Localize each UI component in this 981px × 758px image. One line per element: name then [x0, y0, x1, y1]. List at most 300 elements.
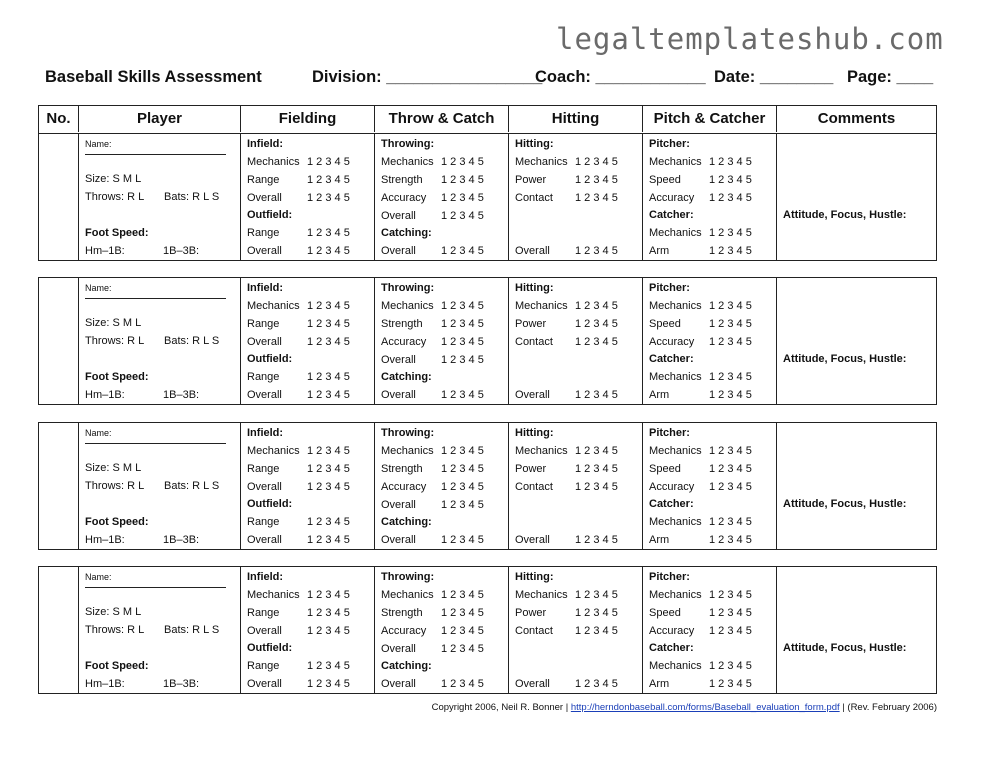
form-link[interactable]: http://herndonbaseball.com/forms/Baseball_evaluation_form.pdf — [570, 702, 840, 713]
pitch-catcher-cell — [643, 423, 777, 549]
rating-label: Overall — [247, 481, 282, 493]
name-line[interactable] — [85, 298, 226, 299]
throws-options[interactable]: Throws: R L — [85, 191, 145, 203]
rating-row — [649, 388, 752, 402]
rating-row — [515, 480, 618, 494]
rating-row — [515, 606, 618, 620]
rating-row — [381, 299, 484, 313]
throws-options[interactable]: Throws: R L — [85, 480, 145, 492]
rating-scale[interactable]: 1 2 3 4 5 — [441, 318, 484, 330]
rating-row — [649, 515, 752, 529]
rating-scale[interactable]: 1 2 3 4 5 — [575, 445, 618, 457]
form-header — [45, 68, 945, 88]
rating-scale[interactable]: 1 2 3 4 5 — [709, 625, 752, 637]
rating-row — [649, 533, 752, 547]
name-label: Name: — [85, 139, 112, 149]
rating-row — [515, 588, 618, 602]
rating-row — [247, 155, 350, 169]
rating-row — [247, 299, 350, 313]
rating-scale[interactable]: 1 2 3 4 5 — [307, 371, 350, 383]
1b-3b-label: 1B–3B: — [163, 678, 200, 690]
rating-label: Overall — [515, 678, 550, 690]
col-header-throw-catch: Throw & Catch — [375, 106, 509, 132]
catching-label: Catching: — [381, 371, 432, 383]
rating-scale[interactable]: 1 2 3 4 5 — [575, 389, 618, 401]
copyright-text: Copyright 2006, Neil R. Bonner | — [431, 702, 571, 713]
rating-scale[interactable]: 1 2 3 4 5 — [709, 445, 752, 457]
rating-scale[interactable]: 1 2 3 4 5 — [575, 192, 618, 204]
rating-row — [649, 335, 752, 349]
rating-row — [381, 173, 484, 187]
outfield-label: Outfield: — [247, 353, 293, 365]
rating-label: Overall — [381, 389, 416, 401]
footer — [432, 702, 937, 713]
rating-label: Overall — [247, 534, 282, 546]
hitting-label: Hitting: — [515, 571, 554, 583]
rating-scale[interactable]: 1 2 3 4 5 — [709, 227, 752, 239]
throws-options[interactable]: Throws: R L — [85, 335, 145, 347]
comments-label: Attitude, Focus, Hustle: — [783, 209, 907, 221]
rating-scale[interactable]: 1 2 3 4 5 — [441, 678, 484, 690]
outfield-label: Outfield: — [247, 498, 293, 510]
rating-label: Overall — [247, 192, 282, 204]
fielding-cell — [241, 423, 375, 549]
rating-row — [381, 642, 484, 656]
throw-catch-cell — [375, 423, 509, 549]
rating-row — [515, 299, 618, 313]
col-header-fielding: Fielding — [241, 106, 375, 132]
rating-row — [247, 533, 350, 547]
rating-scale[interactable]: 1 2 3 4 5 — [307, 445, 350, 457]
rating-label: Accuracy — [649, 625, 695, 637]
foot-speed-label: Foot Speed: — [85, 371, 149, 383]
rating-row — [247, 226, 350, 240]
hitting-cell — [509, 278, 643, 404]
hitting-cell — [509, 423, 643, 549]
throw-catch-cell — [375, 567, 509, 693]
rating-row — [381, 444, 484, 458]
catching-label: Catching: — [381, 516, 432, 528]
rating-scale[interactable]: 1 2 3 4 5 — [307, 156, 350, 168]
rating-label: Strength — [381, 174, 423, 186]
rating-label: Power — [515, 463, 547, 475]
throws-options[interactable]: Throws: R L — [85, 624, 145, 636]
rating-row — [515, 677, 618, 691]
rating-label: Overall — [381, 354, 416, 366]
rating-scale[interactable]: 1 2 3 4 5 — [709, 678, 752, 690]
hitting-label: Hitting: — [515, 427, 554, 439]
rating-label: Mechanics — [515, 156, 568, 168]
rating-row — [381, 353, 484, 367]
rating-label: Overall — [381, 534, 416, 546]
rating-label: Overall — [247, 625, 282, 637]
rating-row — [247, 462, 350, 476]
rating-row — [649, 299, 752, 313]
size-options[interactable]: Size: S M L — [85, 606, 142, 618]
comments-cell[interactable] — [777, 278, 936, 404]
rating-scale[interactable]: 1 2 3 4 5 — [441, 481, 484, 493]
rating-label: Mechanics — [247, 589, 300, 601]
catching-label: Catching: — [381, 227, 432, 239]
rating-row — [247, 388, 350, 402]
rating-scale[interactable]: 1 2 3 4 5 — [441, 643, 484, 655]
rating-label: Contact — [515, 336, 553, 348]
watermark: legaltemplateshub.com — [556, 22, 944, 56]
rating-scale[interactable]: 1 2 3 4 5 — [307, 607, 350, 619]
name-line[interactable] — [85, 154, 226, 155]
rating-scale[interactable]: 1 2 3 4 5 — [307, 516, 350, 528]
rating-scale[interactable]: 1 2 3 4 5 — [441, 445, 484, 457]
rating-row — [515, 624, 618, 638]
rating-scale[interactable]: 1 2 3 4 5 — [441, 156, 484, 168]
rating-scale[interactable]: 1 2 3 4 5 — [575, 589, 618, 601]
rating-row — [649, 659, 752, 673]
division-field[interactable]: Division: _________________ — [312, 68, 543, 86]
rating-scale[interactable]: 1 2 3 4 5 — [307, 389, 350, 401]
rating-label: Power — [515, 318, 547, 330]
rating-label: Overall — [381, 643, 416, 655]
table-header — [38, 105, 937, 133]
rating-label: Overall — [247, 389, 282, 401]
bats-options[interactable]: Bats: R L S — [164, 191, 220, 203]
size-options[interactable]: Size: S M L — [85, 173, 142, 185]
player-block — [38, 422, 937, 550]
rating-row — [515, 462, 618, 476]
throwing-label: Throwing: — [381, 138, 435, 150]
rating-label: Power — [515, 607, 547, 619]
rating-scale[interactable]: 1 2 3 4 5 — [575, 534, 618, 546]
rating-label: Range — [247, 516, 280, 528]
rating-scale[interactable]: 1 2 3 4 5 — [709, 245, 752, 257]
rating-label: Range — [247, 660, 280, 672]
page-field[interactable]: Page: ____ — [847, 68, 934, 86]
form-title: Baseball Skills Assessment — [45, 68, 262, 86]
rating-label: Accuracy — [381, 336, 427, 348]
rating-scale[interactable]: 1 2 3 4 5 — [441, 245, 484, 257]
pitcher-label: Pitcher: — [649, 427, 690, 439]
rating-scale[interactable]: 1 2 3 4 5 — [709, 192, 752, 204]
rating-label: Mechanics — [515, 445, 568, 457]
rating-label: Speed — [649, 318, 681, 330]
rating-row — [515, 444, 618, 458]
rating-label: Overall — [381, 678, 416, 690]
pitcher-label: Pitcher: — [649, 138, 690, 150]
rating-label: Overall — [247, 245, 282, 257]
rating-scale[interactable]: 1 2 3 4 5 — [709, 463, 752, 475]
rating-row — [381, 606, 484, 620]
rating-row — [247, 370, 350, 384]
rating-scale[interactable]: 1 2 3 4 5 — [441, 354, 484, 366]
rating-scale[interactable]: 1 2 3 4 5 — [441, 625, 484, 637]
rating-label: Arm — [649, 678, 670, 690]
comments-cell[interactable] — [777, 423, 936, 549]
rating-label: Mechanics — [649, 300, 702, 312]
rating-scale[interactable]: 1 2 3 4 5 — [709, 318, 752, 330]
player-cell — [79, 278, 241, 404]
rating-row — [247, 444, 350, 458]
rating-label: Mechanics — [649, 445, 702, 457]
rating-scale[interactable]: 1 2 3 4 5 — [307, 245, 350, 257]
rating-label: Overall — [515, 534, 550, 546]
name-line[interactable] — [85, 587, 226, 588]
rating-label: Range — [247, 318, 280, 330]
rating-scale[interactable]: 1 2 3 4 5 — [575, 481, 618, 493]
infield-label: Infield: — [247, 282, 284, 294]
rating-row — [515, 388, 618, 402]
hitting-label: Hitting: — [515, 282, 554, 294]
rating-label: Mechanics — [381, 445, 434, 457]
rating-row — [381, 533, 484, 547]
rating-label: Arm — [649, 389, 670, 401]
rating-scale[interactable]: 1 2 3 4 5 — [307, 463, 350, 475]
rating-label: Mechanics — [247, 300, 300, 312]
rating-row — [381, 588, 484, 602]
rating-row — [247, 624, 350, 638]
bats-options[interactable]: Bats: R L S — [164, 335, 220, 347]
rating-label: Contact — [515, 481, 553, 493]
rating-scale[interactable]: 1 2 3 4 5 — [575, 463, 618, 475]
rating-label: Arm — [649, 534, 670, 546]
comments-label: Attitude, Focus, Hustle: — [783, 642, 907, 654]
size-options[interactable]: Size: S M L — [85, 462, 142, 474]
infield-label: Infield: — [247, 571, 284, 583]
rating-label: Speed — [649, 174, 681, 186]
rating-scale[interactable]: 1 2 3 4 5 — [441, 192, 484, 204]
rating-scale[interactable]: 1 2 3 4 5 — [709, 660, 752, 672]
foot-speed-label: Foot Speed: — [85, 660, 149, 672]
rating-row — [381, 480, 484, 494]
rating-scale[interactable]: 1 2 3 4 5 — [709, 336, 752, 348]
rating-row — [381, 677, 484, 691]
rating-scale[interactable]: 1 2 3 4 5 — [307, 481, 350, 493]
rating-row — [649, 173, 752, 187]
rating-label: Strength — [381, 463, 423, 475]
rating-scale[interactable]: 1 2 3 4 5 — [709, 481, 752, 493]
rating-scale[interactable]: 1 2 3 4 5 — [307, 589, 350, 601]
rating-label: Mechanics — [649, 660, 702, 672]
rating-scale[interactable]: 1 2 3 4 5 — [575, 318, 618, 330]
rating-label: Mechanics — [515, 589, 568, 601]
rating-row — [649, 191, 752, 205]
rating-row — [247, 515, 350, 529]
rating-scale[interactable]: 1 2 3 4 5 — [307, 174, 350, 186]
rating-row — [649, 624, 752, 638]
col-header-hitting: Hitting — [509, 106, 643, 132]
rating-scale[interactable]: 1 2 3 4 5 — [709, 371, 752, 383]
rating-scale[interactable]: 1 2 3 4 5 — [441, 607, 484, 619]
rating-scale[interactable]: 1 2 3 4 5 — [307, 534, 350, 546]
rating-label: Mechanics — [649, 516, 702, 528]
rating-scale[interactable]: 1 2 3 4 5 — [441, 534, 484, 546]
rating-label: Contact — [515, 192, 553, 204]
rating-row — [381, 335, 484, 349]
rating-scale[interactable]: 1 2 3 4 5 — [307, 678, 350, 690]
catcher-label: Catcher: — [649, 498, 694, 510]
rating-scale[interactable]: 1 2 3 4 5 — [709, 300, 752, 312]
rating-label: Overall — [381, 210, 416, 222]
rating-row — [649, 244, 752, 258]
player-cell — [79, 134, 241, 260]
hm-1b-label: Hm–1B: — [85, 245, 125, 257]
pitcher-label: Pitcher: — [649, 571, 690, 583]
rating-label: Range — [247, 607, 280, 619]
rating-scale[interactable]: 1 2 3 4 5 — [441, 300, 484, 312]
rating-row — [649, 462, 752, 476]
rating-scale[interactable]: 1 2 3 4 5 — [441, 499, 484, 511]
rating-scale[interactable]: 1 2 3 4 5 — [307, 660, 350, 672]
rating-row — [381, 388, 484, 402]
rating-label: Mechanics — [515, 300, 568, 312]
player-cell — [79, 567, 241, 693]
rating-scale[interactable]: 1 2 3 4 5 — [441, 589, 484, 601]
rating-scale[interactable]: 1 2 3 4 5 — [575, 174, 618, 186]
rating-scale[interactable]: 1 2 3 4 5 — [575, 300, 618, 312]
rating-scale[interactable]: 1 2 3 4 5 — [441, 463, 484, 475]
size-options[interactable]: Size: S M L — [85, 317, 142, 329]
player-block — [38, 566, 937, 694]
rating-row — [515, 317, 618, 331]
bats-options[interactable]: Bats: R L S — [164, 480, 220, 492]
revision-text: | (Rev. February 2006) — [839, 702, 937, 713]
throw-catch-cell — [375, 134, 509, 260]
pitch-catcher-cell — [643, 134, 777, 260]
rating-scale[interactable]: 1 2 3 4 5 — [307, 192, 350, 204]
rating-label: Mechanics — [649, 371, 702, 383]
rating-row — [649, 155, 752, 169]
comments-cell[interactable] — [777, 134, 936, 260]
rating-label: Contact — [515, 625, 553, 637]
name-label: Name: — [85, 283, 112, 293]
comments-cell[interactable] — [777, 567, 936, 693]
no-cell[interactable] — [39, 567, 79, 693]
throwing-label: Throwing: — [381, 427, 435, 439]
rating-row — [381, 209, 484, 223]
name-line[interactable] — [85, 443, 226, 444]
hitting-cell — [509, 134, 643, 260]
rating-scale[interactable]: 1 2 3 4 5 — [441, 210, 484, 222]
rating-label: Mechanics — [247, 156, 300, 168]
hm-1b-label: Hm–1B: — [85, 678, 125, 690]
rating-label: Mechanics — [381, 156, 434, 168]
rating-scale[interactable]: 1 2 3 4 5 — [575, 607, 618, 619]
rating-row — [381, 624, 484, 638]
col-header-player: Player — [79, 106, 241, 132]
rating-row — [649, 226, 752, 240]
rating-scale[interactable]: 1 2 3 4 5 — [575, 156, 618, 168]
rating-label: Range — [247, 174, 280, 186]
rating-label: Speed — [649, 607, 681, 619]
rating-scale[interactable]: 1 2 3 4 5 — [709, 589, 752, 601]
outfield-label: Outfield: — [247, 209, 293, 221]
rating-scale[interactable]: 1 2 3 4 5 — [307, 336, 350, 348]
rating-row — [381, 155, 484, 169]
rating-row — [515, 173, 618, 187]
rating-label: Overall — [247, 336, 282, 348]
rating-label: Range — [247, 371, 280, 383]
rating-label: Mechanics — [381, 589, 434, 601]
rating-scale[interactable]: 1 2 3 4 5 — [709, 534, 752, 546]
col-header-comments: Comments — [817, 110, 896, 127]
rating-scale[interactable]: 1 2 3 4 5 — [709, 389, 752, 401]
hitting-label: Hitting: — [515, 138, 554, 150]
infield-label: Infield: — [247, 138, 284, 150]
rating-scale[interactable]: 1 2 3 4 5 — [307, 318, 350, 330]
rating-scale[interactable]: 1 2 3 4 5 — [307, 625, 350, 637]
rating-row — [247, 677, 350, 691]
coach-field[interactable]: Coach: ____________ — [535, 68, 706, 86]
rating-row — [515, 533, 618, 547]
rating-label: Mechanics — [649, 156, 702, 168]
rating-row — [381, 244, 484, 258]
rating-scale[interactable]: 1 2 3 4 5 — [307, 300, 350, 312]
rating-row — [515, 191, 618, 205]
throwing-label: Throwing: — [381, 282, 435, 294]
no-cell[interactable] — [39, 423, 79, 549]
name-label: Name: — [85, 572, 112, 582]
rating-label: Overall — [515, 389, 550, 401]
rating-scale[interactable]: 1 2 3 4 5 — [709, 156, 752, 168]
rating-scale[interactable]: 1 2 3 4 5 — [441, 336, 484, 348]
rating-label: Accuracy — [381, 192, 427, 204]
rating-row — [247, 659, 350, 673]
player-cell — [79, 423, 241, 549]
no-cell[interactable] — [39, 134, 79, 260]
rating-scale[interactable]: 1 2 3 4 5 — [575, 245, 618, 257]
player-block — [38, 277, 937, 405]
catcher-label: Catcher: — [649, 353, 694, 365]
bats-options[interactable]: Bats: R L S — [164, 624, 220, 636]
hm-1b-label: Hm–1B: — [85, 389, 125, 401]
rating-row — [381, 462, 484, 476]
date-field[interactable]: Date: ________ — [714, 68, 834, 86]
rating-scale[interactable]: 1 2 3 4 5 — [575, 336, 618, 348]
1b-3b-label: 1B–3B: — [163, 534, 200, 546]
rating-scale[interactable]: 1 2 3 4 5 — [709, 174, 752, 186]
rating-row — [515, 155, 618, 169]
rating-label: Strength — [381, 318, 423, 330]
outfield-label: Outfield: — [247, 642, 293, 654]
player-block — [38, 133, 937, 261]
rating-scale[interactable]: 1 2 3 4 5 — [575, 625, 618, 637]
rating-scale[interactable]: 1 2 3 4 5 — [441, 389, 484, 401]
rating-scale[interactable]: 1 2 3 4 5 — [307, 227, 350, 239]
rating-scale[interactable]: 1 2 3 4 5 — [441, 174, 484, 186]
pitch-catcher-cell — [643, 567, 777, 693]
rating-row — [649, 480, 752, 494]
rating-label: Range — [247, 463, 280, 475]
no-cell[interactable] — [39, 278, 79, 404]
rating-label: Accuracy — [381, 625, 427, 637]
rating-row — [649, 444, 752, 458]
catcher-label: Catcher: — [649, 209, 694, 221]
rating-label: Overall — [247, 678, 282, 690]
rating-row — [247, 173, 350, 187]
rating-label: Overall — [515, 245, 550, 257]
foot-speed-label: Foot Speed: — [85, 227, 149, 239]
rating-label: Speed — [649, 463, 681, 475]
rating-scale[interactable]: 1 2 3 4 5 — [709, 516, 752, 528]
pitch-catcher-cell — [643, 278, 777, 404]
rating-label: Arm — [649, 245, 670, 257]
rating-scale[interactable]: 1 2 3 4 5 — [575, 678, 618, 690]
rating-scale[interactable]: 1 2 3 4 5 — [709, 607, 752, 619]
rating-label: Mechanics — [649, 589, 702, 601]
rating-row — [247, 606, 350, 620]
rating-row — [381, 498, 484, 512]
rating-label: Accuracy — [649, 481, 695, 493]
rating-label: Strength — [381, 607, 423, 619]
infield-label: Infield: — [247, 427, 284, 439]
